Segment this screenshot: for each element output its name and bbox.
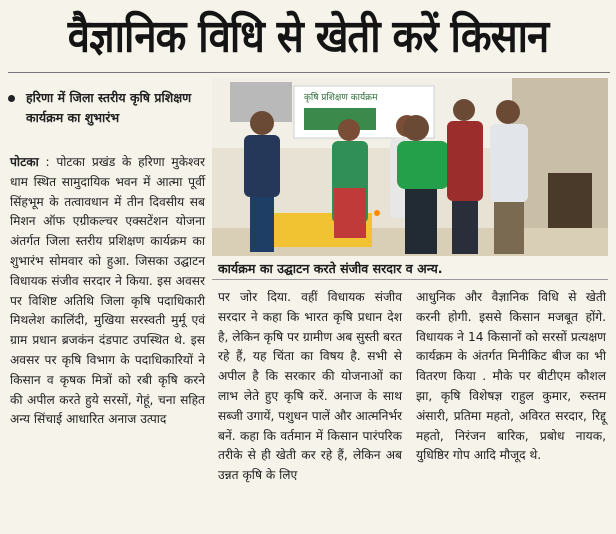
dateline: पोटका (10, 155, 39, 169)
photo-caption: कार्यक्रम का उद्घाटन करते संजीव सरदार व अन्य. (212, 258, 608, 280)
news-photo (212, 78, 608, 256)
headline: वैज्ञानिक विधि से खेती करें किसान (67, 11, 549, 63)
photo-banner-text: कृषि प्रशिक्षण कार्यक्रम (304, 93, 378, 103)
article-column-1 (10, 153, 205, 430)
article-column-2: पर जोर दिया. वहीं विधायक संजीव सरदार ने कहा कि भारत कृषि प्रधान देश है, लेकिन कृषि पर ग्रामीण अब सुस्ती बरत रहे हैं, यह चिंता का विषय है. सभी से अपील है कि सरकार की योजनाओं का लाभ लेते हुए कृषि करें. अनाज के साथ सब्जी उगायें, पशुधन पालें और आत्मनिर्भर बनें. कहा कि वर्तमान में किसान पारंपरिक तरीके से ही खेती कर रहे हैं, लेकिन अब उन्नत कृषि के लिए (218, 290, 403, 483)
headline-rule (8, 72, 610, 73)
subheadline-text: हरिणा में जिला स्तरीय कृषि प्रशिक्षण कार्यक्रम का शुभारंभ (26, 90, 192, 125)
bullet-icon (8, 95, 15, 102)
photo-illustration (212, 78, 608, 256)
article-column-1-text: : पोटका प्रखंड के हरिणा मुकेश्वर धाम स्थित सामुदायिक भवन में आत्मा पूर्वी सिंहभूम के तत्वावधान में तीन दिवसीय सब मिशन ऑफ एग्रीकल्चर एक्सटेंशन योजना अंतर्गत जिला स्तरीय प्रशिक्षण कार्यक्रम का शुभारंभ सोमवार को हुआ. जिसका उद्घाटन विधायक संजीव सरदार ने किया. इस अवसर पर विशिष्ट अतिथि जिला कृषि पदाधिकारी मिथलेश कालिंदी, मुखिया सरस्वती मुर्मू एवं ग्राम प्रधान ब्रजकंन दंडपाट उपस्थित थे. इस अवसर पर कृषि विभाग के पदाधिकारियों ने किसान व कृषक मित्रों को रबी कृषि करने की अपील करते हुये सरसों, गेहूं, चना सहित अन्य सिंचाई आधारित अनाज उत्पाद (10, 155, 205, 427)
subheadline (8, 88, 208, 128)
article-column-3: आधुनिक और वैज्ञानिक विधि से खेती करनी होगी. इससे किसान मजबूत होंगे. विधायक ने 14 किसानों को सरसों प्रत्यक्षण कार्यक्रम के अंतर्गत मिनीकिट बीज का भी वितरण किया . मौके पर बीटीएम कौशल झा, कृषि विशेषज्ञ राहुल कुमार, रुस्तम अंसारी, प्रतिमा महतो, अविरत सरदार, रिद्दू महतो, निरंजन बारिक, प्रबोध नायक, युधिष्ठिर गोप आदि मौजूद थे. (416, 290, 606, 463)
